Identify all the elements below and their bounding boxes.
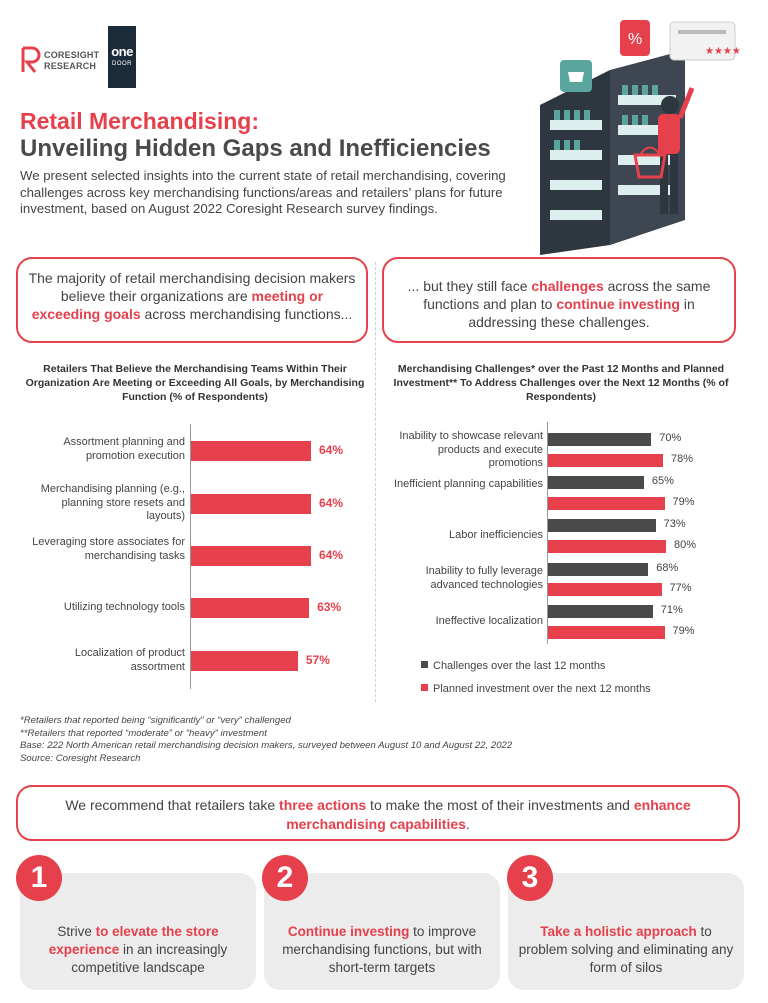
investment-bar-value: 77% [669, 582, 692, 594]
right-category-label: Labor inefficiencies [449, 529, 543, 541]
left-category-label: Localization of product assortment [74, 647, 185, 673]
left-bar-value: 63% [317, 600, 342, 614]
investment-bar-value: 78% [671, 453, 694, 465]
left-category-label: Assortment planning and promotion execution [63, 436, 185, 462]
callout-right-text-b: across the same functions and plan to [423, 278, 711, 312]
challenge-bar-value: 65% [651, 475, 674, 487]
callout-left-highlight: meeting or exceeding goals [31, 288, 324, 322]
left-bar-value: 64% [319, 548, 344, 562]
left-bar-value: 64% [319, 443, 344, 457]
legend-item-investment [421, 683, 651, 695]
footnote: *Retailers that reported being “significantly” or “very” challenged [20, 715, 291, 726]
investment-bar-value: 80% [674, 539, 697, 551]
investment-bar [548, 583, 662, 596]
action-number-3: 3 [507, 855, 553, 901]
left-bar [191, 441, 311, 461]
recommendation-box [16, 785, 740, 841]
reco-highlight-1: three actions [279, 797, 367, 813]
intro-paragraph: We present selected insights into the current state of retail merchandising, covering challenges across key merchandising functions/areas and retailers’ plans for future investment, based on August 2022 Coresight Research survey findings. [20, 168, 506, 216]
onedoor-logo-line1: one [111, 44, 133, 59]
right-category-label: Ineffective localization [435, 615, 543, 627]
coresight-logo [20, 44, 100, 80]
action-number-1: 1 [16, 855, 62, 901]
page-subtitle: Unveiling Hidden Gaps and Inefficiencies [20, 135, 491, 162]
action-2-highlight: Continue investing [287, 924, 410, 939]
action-1-highlight: to elevate the store experience [48, 924, 219, 957]
legend-label-challenges: Challenges over the last 12 months [433, 660, 606, 672]
callout-left-text-a: The majority of retail merchandising decision makers believe their organizations are [28, 270, 356, 304]
svg-text:%: % [628, 31, 643, 48]
challenge-bar-value: 68% [656, 562, 679, 574]
investment-bar [548, 454, 663, 467]
page-title: Retail Merchandising: [20, 108, 259, 134]
left-bar-value: 57% [305, 653, 330, 667]
left-category-label: Merchandising planning (e.g., planning store resets and layouts) [40, 483, 185, 522]
reco-text-b: to make the most of their investments and [366, 797, 634, 813]
left-chart-title: Retailers That Believe the Merchandising Teams Within Their Organization Are Meeting or Exceeding All Goals, by Merchandising Function (% of Respondents) [25, 363, 365, 403]
onedoor-logo [108, 26, 136, 88]
action-1-pre: Strive [57, 924, 96, 939]
coresight-mark-icon [20, 46, 42, 74]
investment-bar [548, 540, 666, 553]
left-bar [191, 651, 298, 671]
action-3-post: to problem solving and eliminating any form of silos [518, 924, 734, 975]
legend-swatch-dark [421, 661, 428, 668]
footnote: **Retailers that reported “moderate” or “heavy” investment [20, 727, 267, 739]
legend-label-investment: Planned investment over the next 12 months [433, 683, 651, 695]
investment-bar-value: 79% [672, 625, 695, 637]
right-category-label: Inability to showcase relevant products and execute promotions [399, 430, 543, 469]
challenge-bar [548, 563, 648, 576]
footnote: Base: 222 North American retail merchandising decision makers, surveyed between August 10 and August 22, 2022 [20, 740, 513, 752]
onedoor-logo-line2: DOOR [112, 61, 132, 67]
legend-swatch-red [421, 684, 428, 691]
action-1-post: in an increasingly competitive landscape [71, 942, 228, 975]
callout-right-highlight-1: challenges [531, 278, 604, 294]
section-divider [375, 262, 376, 702]
reco-text-c: . [465, 816, 470, 832]
challenge-bar-value: 70% [659, 432, 682, 444]
legend-item-challenges [421, 660, 605, 672]
challenge-bar [548, 519, 656, 532]
action-2-post: to improve merchandising functions, but with short-term targets [282, 924, 482, 975]
investment-bar [548, 626, 665, 639]
challenge-bar [548, 433, 651, 446]
challenge-bar-value: 71% [660, 604, 683, 616]
reco-highlight-2: enhance merchandising capabilities [286, 797, 691, 832]
action-number-2: 2 [262, 855, 308, 901]
callout-right-text-c: in addressing these challenges. [468, 296, 695, 330]
investment-bar-value: 79% [672, 496, 695, 508]
callout-left [16, 257, 368, 343]
reco-text-a: We recommend that retailers take [65, 797, 280, 813]
left-category-label: Leveraging store associates for merchandising tasks [32, 536, 185, 562]
footnote: Source: Coresight Research [20, 752, 141, 764]
left-category-label: Utilizing technology tools [63, 601, 185, 613]
investment-bar [548, 497, 665, 510]
callout-left-text-b: across merchandising functions... [140, 306, 353, 322]
shopper-illustration [510, 10, 760, 255]
left-bar [191, 494, 311, 514]
challenge-bar [548, 476, 644, 489]
callout-right-highlight-2: continue investing [556, 296, 680, 312]
action-3-highlight: Take a holistic approach [540, 924, 697, 939]
footnotes [20, 715, 512, 765]
left-bar [191, 546, 311, 566]
right-chart-title: Merchandising Challenges* over the Past 12 Months and Planned Investment** To Address Challenges over the Next 12 Months (% of Respondents) [393, 363, 729, 403]
challenge-bar [548, 605, 653, 618]
coresight-logo-line2: RESEARCH [44, 61, 97, 71]
right-category-label: Inability to fully leverage advanced technologies [425, 565, 543, 591]
left-bar-value: 64% [319, 496, 344, 510]
callout-right-text-a: ... but they still face [407, 278, 532, 294]
left-bar [191, 598, 309, 618]
svg-text:★★★★: ★★★★ [705, 46, 741, 57]
right-category-label: Inefficient planning capabilities [393, 478, 543, 490]
callout-right [382, 257, 736, 343]
coresight-logo-line1: CORESIGHT [44, 50, 100, 60]
challenge-bar-value: 73% [663, 518, 686, 530]
